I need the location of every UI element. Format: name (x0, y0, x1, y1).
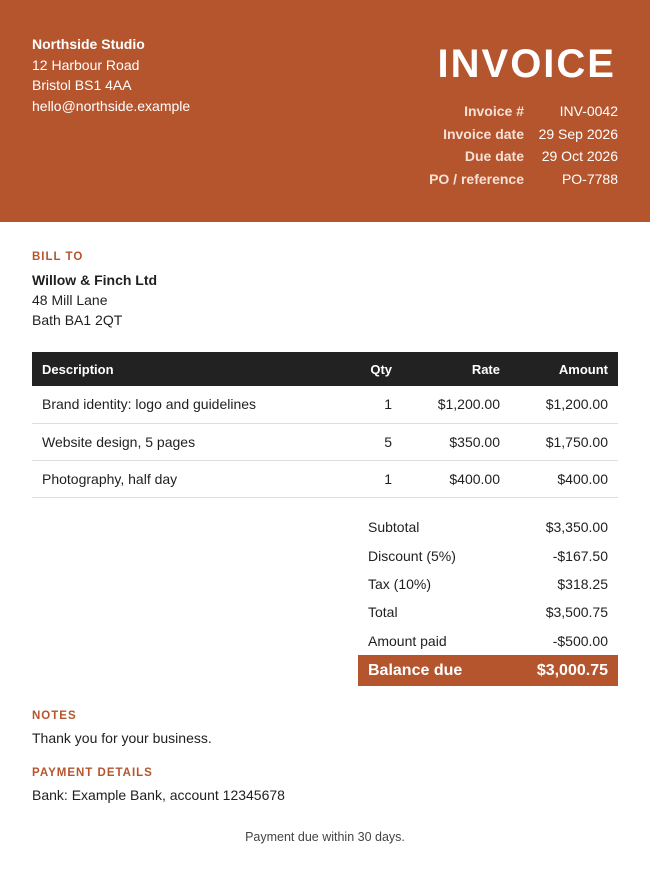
client-address-line2: Bath BA1 2QT (32, 312, 123, 328)
invoice-title: INVOICE (437, 42, 616, 86)
item-amount: $1,750.00 (510, 423, 618, 460)
client-address-line1: 48 Mill Lane (32, 292, 108, 308)
meta-row-due-date (429, 145, 618, 168)
notes-text: Thank you for your business. (32, 730, 212, 746)
meta-row-invoice-date (429, 123, 618, 146)
invoice-header (0, 0, 650, 222)
item-amount: $1,200.00 (510, 386, 618, 423)
client-name: Willow & Finch Ltd (32, 272, 158, 288)
seller-address-line2: Bristol BS1 4AA (32, 77, 132, 93)
meta-row-po-reference (429, 168, 618, 191)
column-header-qty: Qty (342, 352, 402, 386)
totals-value: -$500.00 (552, 632, 608, 649)
table-row (32, 423, 618, 460)
table-header-row (32, 352, 618, 386)
meta-label: PO / reference (429, 170, 524, 187)
totals-label: Amount paid (368, 632, 447, 649)
meta-value: PO-7788 (561, 170, 618, 187)
meta-label: Invoice date (443, 125, 524, 142)
seller-name: Northside Studio (32, 36, 145, 52)
bill-to-block (32, 270, 157, 330)
item-rate: $350.00 (402, 423, 510, 460)
notes-label: NOTES (32, 710, 77, 722)
totals-label: Discount (5%) (368, 547, 456, 564)
totals-row-tax (358, 570, 618, 598)
totals-value: $3,500.75 (545, 604, 608, 621)
invoice-meta (429, 100, 618, 190)
footer-note: Payment due within 30 days. (245, 830, 405, 844)
column-header-amount: Amount (510, 352, 618, 386)
item-qty: 1 (342, 460, 402, 497)
totals-row-amount-paid (358, 627, 618, 655)
payment-details-text: Bank: Example Bank, account 12345678 (32, 787, 285, 803)
seller-email: hello@northside.example (32, 97, 191, 114)
totals-row-discount (358, 541, 618, 569)
column-header-rate: Rate (402, 352, 510, 386)
meta-value: 29 Sep 2026 (538, 125, 618, 142)
table-row (32, 460, 618, 497)
totals-block (358, 513, 618, 655)
balance-due-label: Balance due (368, 661, 463, 679)
item-description: Brand identity: logo and guidelines (32, 386, 342, 423)
item-qty: 1 (342, 386, 402, 423)
bill-to-label: BILL TO (32, 251, 84, 263)
item-rate: $1,200.00 (402, 386, 510, 423)
meta-value: 29 Oct 2026 (541, 148, 618, 165)
totals-value: -$167.50 (552, 547, 608, 564)
item-description: Website design, 5 pages (32, 423, 342, 460)
item-rate: $400.00 (402, 460, 510, 497)
totals-label: Tax (10%) (368, 575, 432, 592)
meta-value: INV-0042 (559, 103, 618, 120)
totals-label: Subtotal (368, 519, 420, 536)
meta-row-invoice-number (429, 100, 618, 123)
seller-block (32, 34, 190, 116)
seller-address-line1: 12 Harbour Road (32, 56, 140, 73)
meta-label: Invoice # (464, 103, 524, 120)
totals-row-total (358, 598, 618, 626)
column-header-description: Description (32, 352, 342, 386)
item-qty: 5 (342, 423, 402, 460)
meta-label: Due date (464, 148, 524, 165)
item-description: Photography, half day (32, 460, 342, 497)
totals-value: $318.25 (557, 575, 608, 592)
line-items-table (32, 352, 618, 498)
totals-value: $3,350.00 (545, 519, 608, 536)
totals-label: Total (368, 604, 398, 621)
item-amount: $400.00 (510, 460, 618, 497)
payment-details-label: PAYMENT DETAILS (32, 767, 153, 779)
totals-row-subtotal (358, 513, 618, 541)
balance-due-value: $3,000.75 (536, 661, 608, 679)
table-row (32, 386, 618, 423)
balance-due-bar (358, 655, 618, 686)
